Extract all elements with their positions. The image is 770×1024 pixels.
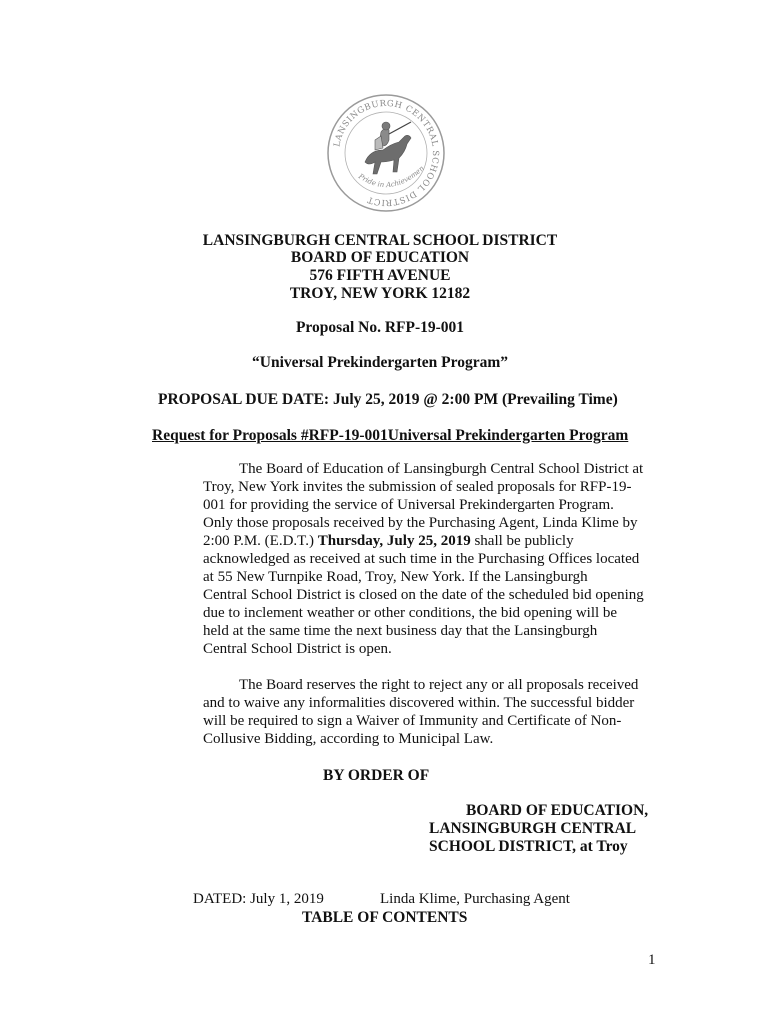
board-heading: BOARD OF EDUCATION bbox=[290, 249, 470, 266]
para1-line: Central School District is open. bbox=[203, 641, 392, 657]
para1-line: 001 for providing the service of Universal Prekindergarten Program. bbox=[203, 497, 614, 513]
para2-line: The Board reserves the right to reject any or all proposals received bbox=[239, 677, 639, 693]
table-of-contents-heading: TABLE OF CONTENTS bbox=[302, 909, 468, 926]
page-number: 1 bbox=[648, 952, 656, 968]
signatory-line: BOARD OF EDUCATION, bbox=[466, 802, 649, 819]
program-title: “Universal Prekindergarten Program” bbox=[252, 354, 508, 371]
proposal-due-date: PROPOSAL DUE DATE: July 25, 2019 @ 2:00 PM (Prevailing Time) bbox=[158, 391, 618, 408]
para1-line: held at the same time the next business day that the Lansingburgh bbox=[203, 623, 598, 639]
para2-line: will be required to sign a Waiver of Immunity and Certificate of Non- bbox=[203, 713, 622, 729]
para1-line: due to inclement weather or other conditions, the bid opening will be bbox=[203, 605, 618, 621]
para1-line: at 55 New Turnpike Road, Troy, New York. If the Lansingburgh bbox=[203, 569, 588, 585]
para1-line: Only those proposals received by the Purchasing Agent, Linda Klime by bbox=[203, 515, 638, 531]
rfp-heading: Request for Proposals #RFP-19-001Universal Prekindergarten Program bbox=[152, 427, 629, 444]
para1-line bbox=[203, 532, 574, 550]
para1-due-date-bold: Thursday, July 25, 2019 bbox=[317, 533, 471, 549]
by-order-of: BY ORDER OF bbox=[323, 767, 430, 784]
para1-line: The Board of Education of Lansingburgh Central School District at bbox=[239, 461, 644, 477]
district-seal-logo bbox=[325, 92, 447, 214]
dated-line: DATED: July 1, 2019 bbox=[193, 891, 324, 907]
purchasing-agent: Linda Klime, Purchasing Agent bbox=[380, 891, 570, 907]
para1-line: Central School District is closed on the date of the scheduled bid opening bbox=[203, 587, 644, 603]
street-address: 576 FIFTH AVENUE bbox=[309, 267, 451, 284]
svg-text:Pride in Achievement: Pride in Achievemen bbox=[357, 164, 426, 190]
para1-time-text: 2:00 P.M. (E.D.T.) bbox=[203, 533, 318, 549]
signatory-line: SCHOOL DISTRICT, at Troy bbox=[429, 838, 628, 855]
svg-text:LANSINGBURGH CENTRAL SCHOOL DI: LANSINGBURGH CENTRAL SCHOOL DISTRICT bbox=[332, 98, 441, 208]
city-address: TROY, NEW YORK 12182 bbox=[289, 285, 471, 302]
district-name-heading: LANSINGBURGH CENTRAL SCHOOL DISTRICT bbox=[202, 232, 558, 249]
para1-line: acknowledged as received at such time in the Purchasing Offices located bbox=[203, 551, 640, 567]
para2-line: Collusive Bidding, according to Municipal Law. bbox=[203, 731, 494, 747]
para2-line: and to waive any informalities discovered within. The successful bidder bbox=[203, 695, 635, 711]
signatory-line: LANSINGBURGH CENTRAL bbox=[429, 820, 637, 837]
proposal-number: Proposal No. RFP-19-001 bbox=[295, 319, 465, 336]
para1-line: Troy, New York invites the submission of sealed proposals for RFP-19- bbox=[203, 479, 632, 495]
para1-time-text-tail: shall be publicly bbox=[470, 533, 574, 549]
